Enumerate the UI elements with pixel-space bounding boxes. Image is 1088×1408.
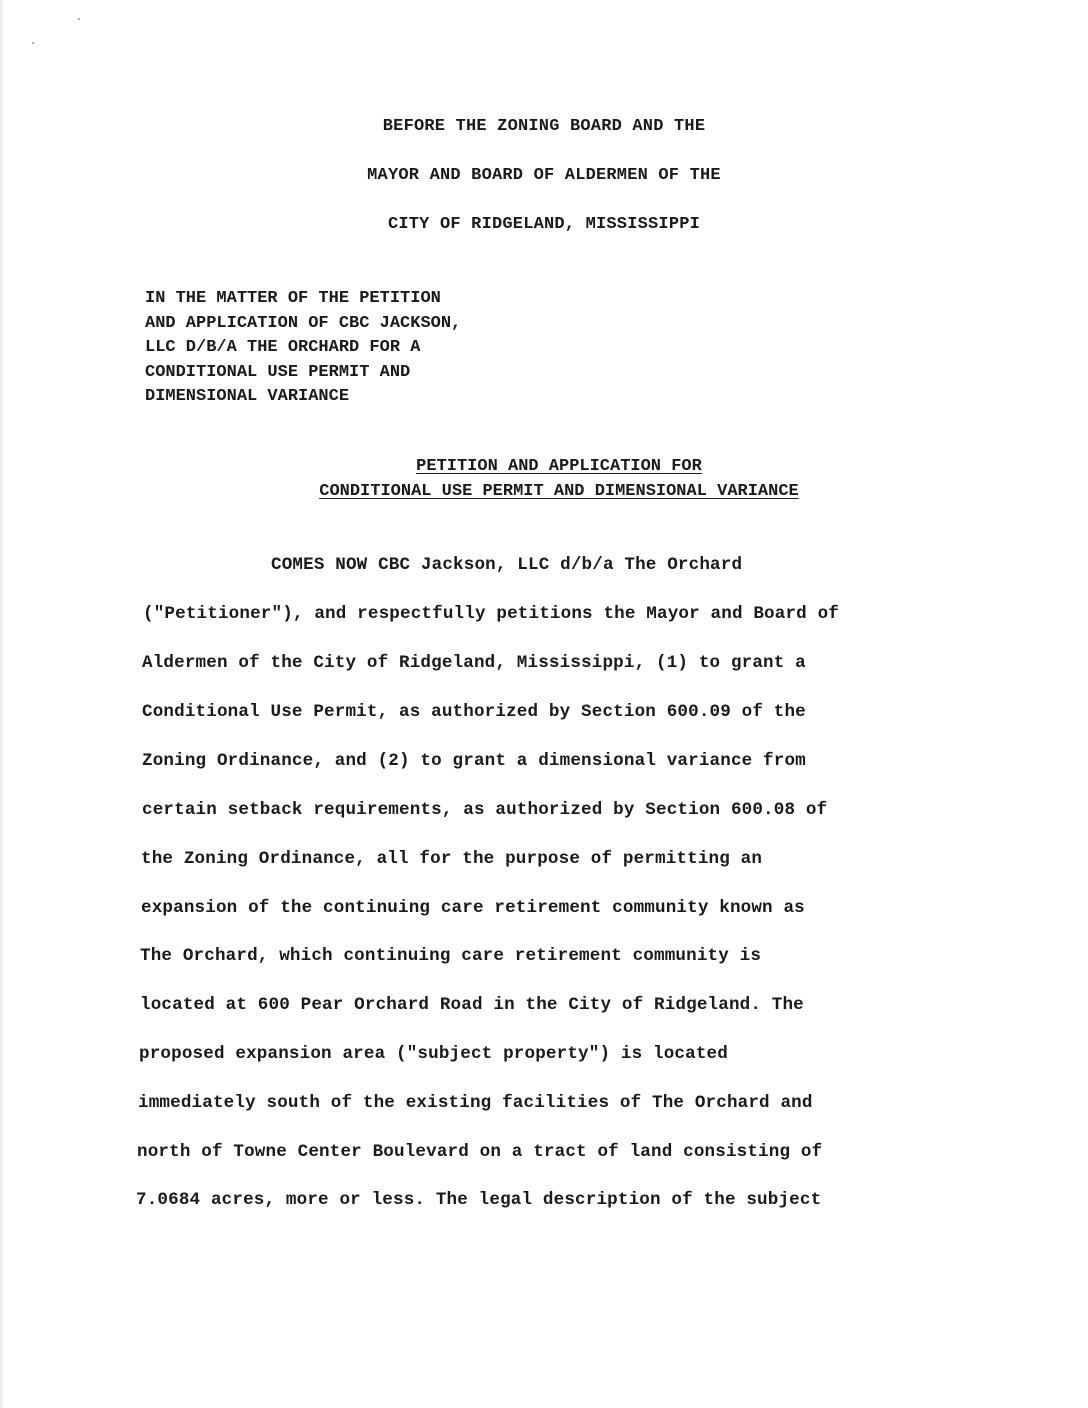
body-line: COMES NOW CBC Jackson, LLC d/b/a The Orchard: [271, 555, 743, 575]
body-line: Conditional Use Permit, as authorized by Section 600.09 of the: [142, 702, 806, 722]
scan-edge-shadow: [0, 0, 4, 1408]
body-line: the Zoning Ordinance, all for the purpose of permitting an: [141, 849, 763, 869]
body-line: The Orchard, which continuing care retirement community is: [140, 946, 762, 966]
title-line: CONDITIONAL USE PERMIT AND DIMENSIONAL VARIANCE: [319, 482, 799, 501]
body-line: ("Petitioner"), and respectfully petitions the Mayor and Board of: [143, 604, 840, 624]
title-line: PETITION AND APPLICATION FOR: [416, 457, 702, 476]
body-line: north of Towne Center Boulevard on a tract of land consisting of: [137, 1142, 823, 1162]
matter-line: CONDITIONAL USE PERMIT AND: [145, 362, 411, 382]
body-line: Aldermen of the City of Ridgeland, Mississippi, (1) to grant a: [142, 653, 806, 673]
body-line: 7.0684 acres, more or less. The legal description of the subject: [136, 1190, 822, 1210]
body-line: immediately south of the existing facilities of The Orchard and: [138, 1093, 813, 1113]
body-line: Zoning Ordinance, and (2) to grant a dimensional variance from: [142, 751, 806, 771]
matter-line: LLC D/B/A THE ORCHARD FOR A: [145, 338, 421, 357]
in-the-matter-block: [145, 287, 461, 410]
body-line: certain setback requirements, as authorized by Section 600.08 of: [142, 800, 828, 820]
body-line: expansion of the continuing care retirement community known as: [141, 898, 805, 918]
scan-speck: [32, 42, 34, 44]
caption-line: BEFORE THE ZONING BOARD AND THE: [382, 117, 706, 136]
matter-line: DIMENSIONAL VARIANCE: [145, 387, 350, 406]
matter-line: IN THE MATTER OF THE PETITION: [145, 289, 441, 308]
body-line: located at 600 Pear Orchard Road in the City of Ridgeland. The: [140, 995, 804, 1015]
caption-line: MAYOR AND BOARD OF ALDERMEN OF THE: [367, 166, 721, 185]
matter-line: AND APPLICATION OF CBC JACKSON,: [145, 313, 462, 333]
caption-line: CITY OF RIDGELAND, MISSISSIPPI: [387, 215, 701, 234]
scan-speck: [78, 18, 80, 20]
body-line: proposed expansion area ("subject property") is located: [139, 1044, 728, 1064]
